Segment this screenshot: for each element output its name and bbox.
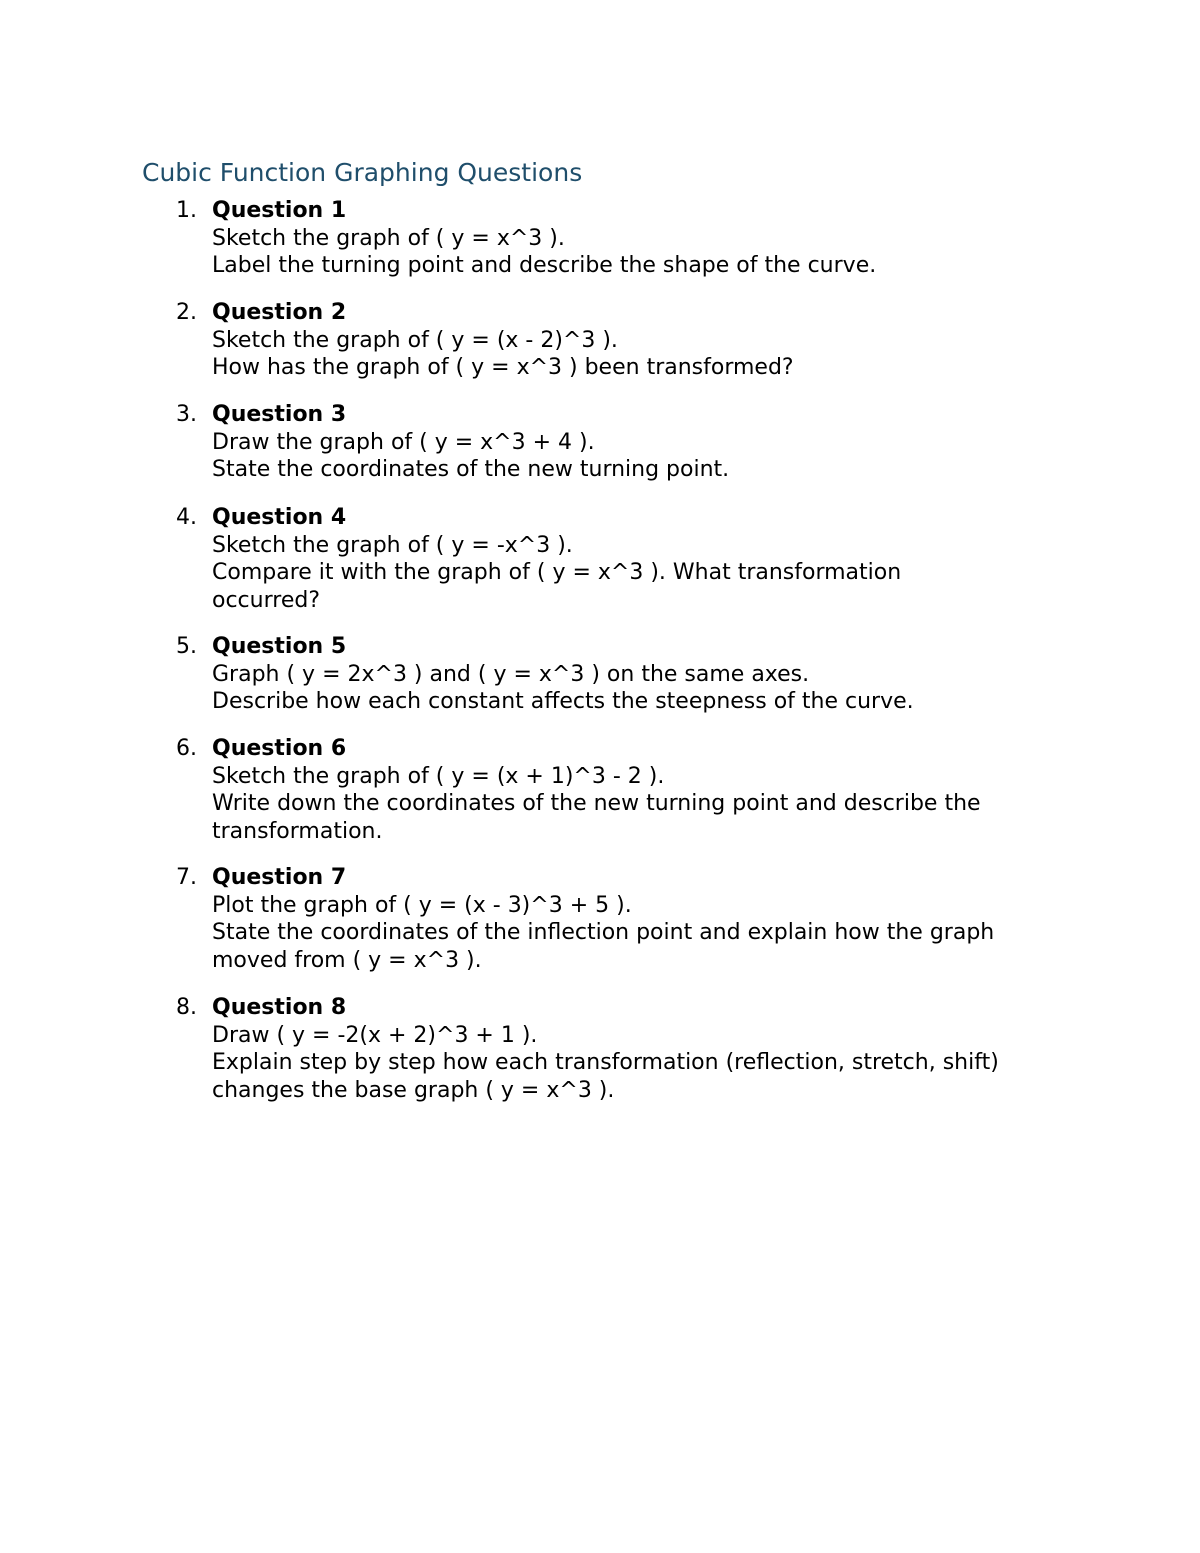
question-heading: Question 5 bbox=[212, 634, 347, 659]
question-line: Sketch the graph of ( y = -x^3 ). bbox=[212, 532, 573, 558]
question-number: 7. bbox=[176, 865, 197, 890]
question-line: Sketch the graph of ( y = x^3 ). bbox=[212, 225, 565, 251]
question-body bbox=[212, 197, 1072, 280]
question-number: 2. bbox=[176, 300, 197, 325]
question-line: State the coordinates of the inflection point and explain how the graph bbox=[212, 920, 995, 945]
question-line: Sketch the graph of ( y = (x + 1)^3 - 2 ). bbox=[212, 763, 665, 789]
question-line: Draw the graph of ( y = x^3 + 4 ). bbox=[212, 429, 595, 455]
question-line: transformation. bbox=[212, 818, 383, 844]
question-heading: Question 1 bbox=[212, 198, 347, 223]
question-heading: Question 6 bbox=[212, 736, 347, 761]
question-line: Write down the coordinates of the new turning point and describe the bbox=[212, 791, 981, 816]
question-line: Describe how each constant affects the steepness of the curve. bbox=[212, 689, 914, 714]
question-line: changes the base graph ( y = x^3 ). bbox=[212, 1077, 615, 1103]
question-number: 6. bbox=[176, 736, 197, 761]
question-body bbox=[212, 994, 1072, 1104]
question-body bbox=[212, 299, 1072, 382]
question-heading: Question 7 bbox=[212, 865, 347, 890]
question-heading: Question 4 bbox=[212, 505, 347, 530]
question-number: 8. bbox=[176, 995, 197, 1020]
question-line: Plot the graph of ( y = (x - 3)^3 + 5 ). bbox=[212, 892, 632, 918]
question-line: occurred? bbox=[212, 587, 320, 613]
question-body bbox=[212, 504, 1072, 614]
question-line: Explain step by step how each transformation (reflection, stretch, shift) bbox=[212, 1050, 999, 1075]
question-number: 4. bbox=[176, 505, 197, 530]
question-line: State the coordinates of the new turning point. bbox=[212, 457, 730, 482]
question-heading: Question 3 bbox=[212, 402, 347, 427]
question-number: 1. bbox=[176, 198, 197, 223]
question-heading: Question 2 bbox=[212, 300, 347, 325]
question-line: How has the graph of ( y = x^3 ) been transformed? bbox=[212, 355, 794, 380]
page-title: Cubic Function Graphing Questions bbox=[142, 158, 583, 187]
question-heading: Question 8 bbox=[212, 995, 347, 1020]
question-body bbox=[212, 735, 1072, 845]
question-number: 5. bbox=[176, 634, 197, 659]
question-line: Draw ( y = -2(x + 2)^3 + 1 ). bbox=[212, 1022, 538, 1048]
question-line: Label the turning point and describe the shape of the curve. bbox=[212, 253, 877, 278]
question-number: 3. bbox=[176, 402, 197, 427]
question-line: Graph ( y = 2x^3 ) and ( y = x^3 ) on the same axes. bbox=[212, 661, 810, 687]
question-line: moved from ( y = x^3 ). bbox=[212, 947, 482, 973]
question-line: Compare it with the graph of ( y = x^3 ). What transformation bbox=[212, 560, 902, 585]
question-line: Sketch the graph of ( y = (x - 2)^3 ). bbox=[212, 327, 618, 353]
question-body bbox=[212, 401, 1072, 484]
question-body bbox=[212, 633, 1072, 716]
question-body bbox=[212, 864, 1072, 974]
